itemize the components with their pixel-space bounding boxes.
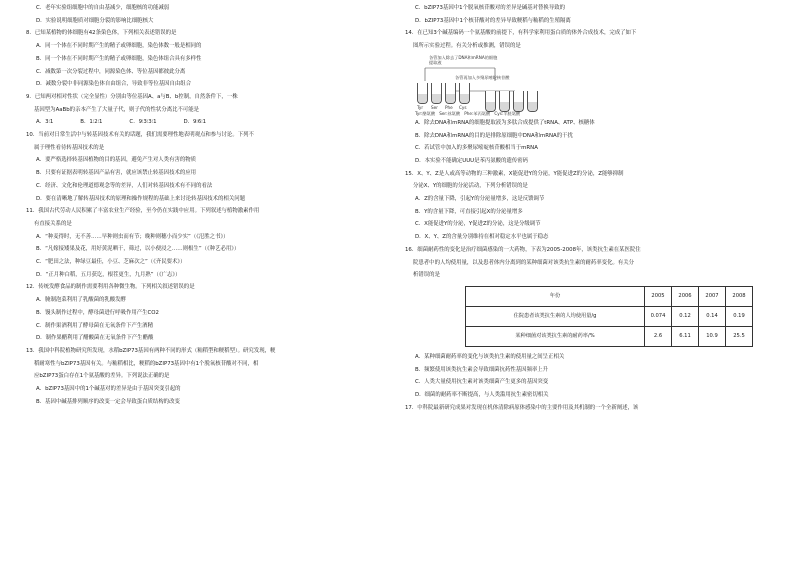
answer-option: C．制作果酒利用了酵母菌在无氧条件下产生酒精 <box>36 322 153 329</box>
answer-option: B．只要有证据表明转基因产品有害，就应该禁止转基因技术的应用 <box>36 170 197 177</box>
answer-option: C．若试管中加入的多聚尿嘧啶核苷酸相当于mRNA <box>415 145 538 152</box>
tube-phe-1 <box>445 83 456 104</box>
question-continuation: 属于理性看待转基因技术的是 <box>34 144 105 151</box>
tube-ser-1 <box>431 83 442 104</box>
tube-label-tyr: Tyr <box>417 104 424 110</box>
figure-label-polyu: 各管再加入多聚尿嘧啶核苷酸 <box>455 74 510 80</box>
answer-option: C．经济、文化和伦理道德观念等的差异，人们对转基因技术有不同的看法 <box>36 182 213 189</box>
answer-option: B．Y的含量下降，可直接引起X的分泌量增多 <box>415 208 523 215</box>
answer-option: C．bZIP73基因中1个脱氧核苷酸对的差异是碱基对替换导致的 <box>415 5 565 11</box>
table-cell: 年份 <box>466 286 645 306</box>
table-cell: 6.11 <box>672 326 699 346</box>
tube-label-cys: Cys <box>459 104 467 110</box>
answer-option: D．细菌的耐药率不断提高，与人类滥用抗生素密切相关 <box>415 392 549 399</box>
table-cell: 2006 <box>672 286 699 306</box>
answer-option: C．人类大量使用抗生素对该类细菌产生更多的基因突变 <box>415 379 549 386</box>
table-row <box>466 326 753 346</box>
table-cell: 25.5 <box>726 326 753 346</box>
answer-option: A．某种细菌耐药率的变化与该类抗生素的使用量之间呈正相关 <box>415 353 565 360</box>
answer-option: D．制作果醋利用了醋酸菌在无氧条件下产生醋酸 <box>36 335 154 342</box>
answer-option: A．Z的含量下降，引起Y的分泌量增多，这是反馈调节 <box>415 196 545 203</box>
tube-label-phe: Phe <box>445 104 453 110</box>
table-row <box>466 286 753 306</box>
question-stem: 12．传统发酵食品的制作需要利用各种微生物。下列相关叙述错误的是 <box>26 284 195 291</box>
question-stem: 13．我国中科院植物研究所发现，水稻bZIP73基因有两种不同的形式（籼稻型和粳稻型）。研究发现，粳 <box>26 347 276 354</box>
question-continuation: 稻耐寒性与bZIP73基因有关。与籼稻相比，粳稻的bZIP73基因中有1个脱氧核苷酸对不同，相 <box>34 360 259 367</box>
answer-option: D．bZIP73基因中1个核苷酸对的差异导致粳稻与籼稻的生殖隔离 <box>415 17 571 24</box>
question-stem: 17．中科院最新研究成果对发现在机体清除病原体感染中的主要作用及其机制的一个全新阐述，该 <box>405 404 639 411</box>
answer-option: C．减数第一次分裂过程中，同源染色体、等位基因都彼此分离 <box>36 68 186 75</box>
answer-option: D．“正月种白稻，五月获讫，根茬更生，九月熟”（《广志》） <box>36 271 181 278</box>
tube-tyr-2 <box>485 91 496 112</box>
right-top-text <box>405 0 783 53</box>
left-question-text <box>26 0 404 409</box>
answer-option: A．bZIP73基因中的1个碱基对的差异是由于基因突变引起的 <box>36 386 181 393</box>
question-continuation: 有直接关系的是 <box>34 220 72 227</box>
answer-option: A．要严格选择转基因植物的目的基因，避免产生对人类有害的物质 <box>36 157 197 164</box>
table-cell: 某种细菌对该类抗生素的耐药率/% <box>466 326 645 346</box>
question-continuation: 基因型为AaBb的亲本产生了大量子代，则子代的性状分离比不可能是 <box>34 106 200 113</box>
table-cell: 2007 <box>699 286 726 306</box>
question-stem: 10．当前对日常生活中与转基因技术有关的话题，我们需要理性地表明观点和参与讨论。下列不 <box>26 132 254 139</box>
table-cell: 10.9 <box>699 326 726 346</box>
table-cell: 2008 <box>726 286 753 306</box>
question-stem: 15．X、Y、Z是人或高等动物的三种激素，X能促进Y的分泌，Y能促进Z的分泌，Z能够抑制 <box>405 170 624 177</box>
table-cell: 0.19 <box>726 306 753 326</box>
question-stem: 11．我国古代劳动人民积累了丰富农业生产经验，至今仍在实践中应用。下列叙述与植物激素作用 <box>26 208 260 215</box>
tube-phe-2 <box>513 91 524 112</box>
answer-option: B．同一个体在不同时期产生的精子或卵细胞，染色体组合具有多样性 <box>36 55 202 62</box>
experiment-figure <box>405 55 783 115</box>
question-continuation: 应bZIP73蛋白存在1个氨基酸的差异。下列说法正确的是 <box>34 373 170 380</box>
right-bottom-text <box>405 351 783 415</box>
answer-option: A．“种麦得时，无不善……早种则虫而有节；晚种则穗小而少实”（《氾胜之书》） <box>36 233 229 240</box>
tube-cys-1 <box>459 83 470 104</box>
question-stem: 14．在已知3个碱基编码一个氨基酸的前提下，有科学家利用蛋白质的体外合成技术，完成了如下 <box>405 30 637 37</box>
figure-label-extract: 各管加入除去了DNA和mRNA的细胞提取液 <box>429 54 498 65</box>
table-row <box>466 306 753 326</box>
left-column <box>26 0 404 409</box>
question-stem: 8．已知某植物的体细胞有42条染色体，下列相关表述错误的是 <box>26 30 177 37</box>
tube-ser-2 <box>499 91 510 112</box>
answer-option: A．同一个体在不同时期产生的精子或卵细胞，染色体数一般是相同的 <box>36 43 202 50</box>
question-stem: 16．细菌耐药性的变化是治疗细菌感染的一大药物，下表为2005-2008年，该类抗生素在某医院住 <box>405 246 641 253</box>
question-stem: 9．已知两对相对性状（完全显性）分别由等位基因A、a与B、b控制，自然条件下，一株 <box>26 93 238 100</box>
answer-option: A．腌制泡菜利用了乳酸菌的乳酸发酵 <box>36 297 126 304</box>
answer-option: B．基因中碱基排列顺序的改变一定会导致蛋白质结构的改变 <box>36 398 180 405</box>
answer-option: C．X能促进Y的分泌，Y促进Z的分泌，这是分级调节 <box>415 221 541 228</box>
answer-option: C．老年实验组细胞中的自由基减少，细胞核的功能减弱 <box>36 5 170 11</box>
answer-option: B．馒头制作过程中，酵母菌进行呼吸作用产生CO2 <box>36 309 159 316</box>
tube-cys-2 <box>527 91 538 112</box>
tube-tyr-1 <box>417 83 428 104</box>
right-column <box>405 0 783 414</box>
tube-label-ser: Ser <box>431 104 438 110</box>
answer-option: C．“肥田之法，种绿豆最佳，小豆、芝麻次之”（《齐民要术》） <box>36 259 186 266</box>
answer-option: D．减数分裂中非同源染色体自由组合，导致非等位基因自由组合 <box>36 81 192 88</box>
answer-option: B．“凡嫁接矮果及花，用好黄泥晒干，筛过，以小便浸之……则根生”（《种艺必用》） <box>36 246 240 253</box>
answer-option: B．频繁使用该类抗生素会导致细菌抗药性基因频率上升 <box>415 366 549 373</box>
answer-option: B．除去DNA和mRNA的目的是排除原细胞中DNA和mRNA的干扰 <box>415 132 573 139</box>
right-mid-text <box>405 117 783 282</box>
answer-option: D．本实验不能确定UUU是苯丙氨酸的遗传密码 <box>415 157 529 164</box>
table-cell: 住院患者该类抗生素的人均使用量/g <box>466 306 645 326</box>
figure-legend: Tyr:酪氨酸 Ser:丝氨酸 Phe:苯丙氨酸 Cys:半胱氨酸 <box>415 110 521 116</box>
table-cell: 2.6 <box>645 326 672 346</box>
table-cell: 2005 <box>645 286 672 306</box>
answer-option: D．实验说明细胞质对细胞分裂的影响比细胞核大 <box>36 17 154 24</box>
answer-option: D．要在清晰地了解转基因技术的原理和操作规程的基础上来讨论转基因技术的相关问题 <box>36 195 245 202</box>
question-continuation: 析错误的是 <box>413 272 440 279</box>
answer-option: D．X、Y、Z的含量分别维持在相对稳定水平也属于稳态 <box>415 234 549 241</box>
answer-option: A．3∶1 B．1∶2∶1 C．9∶3∶3∶1 D．9∶6∶1 <box>36 119 207 126</box>
table-cell: 0.074 <box>645 306 672 326</box>
answer-option: A．除去DNA和mRNA的细胞提取液为多肽合成提供了tRNA、ATP、核糖体 <box>415 119 595 126</box>
antibiotic-table <box>465 286 753 347</box>
table-cell: 0.14 <box>699 306 726 326</box>
question-continuation: 图所示实验过程。有关分析或推测，错误的是 <box>413 43 521 50</box>
question-continuation: 院患者中的人均使用量，以及患者体内分离到的某种细菌对该类抗生素的耐药率变化。有关分 <box>413 259 635 266</box>
table-cell: 0.12 <box>672 306 699 326</box>
question-continuation: 分泌X、Y的细胞的分泌活动，下列分析错误的是 <box>413 183 528 190</box>
